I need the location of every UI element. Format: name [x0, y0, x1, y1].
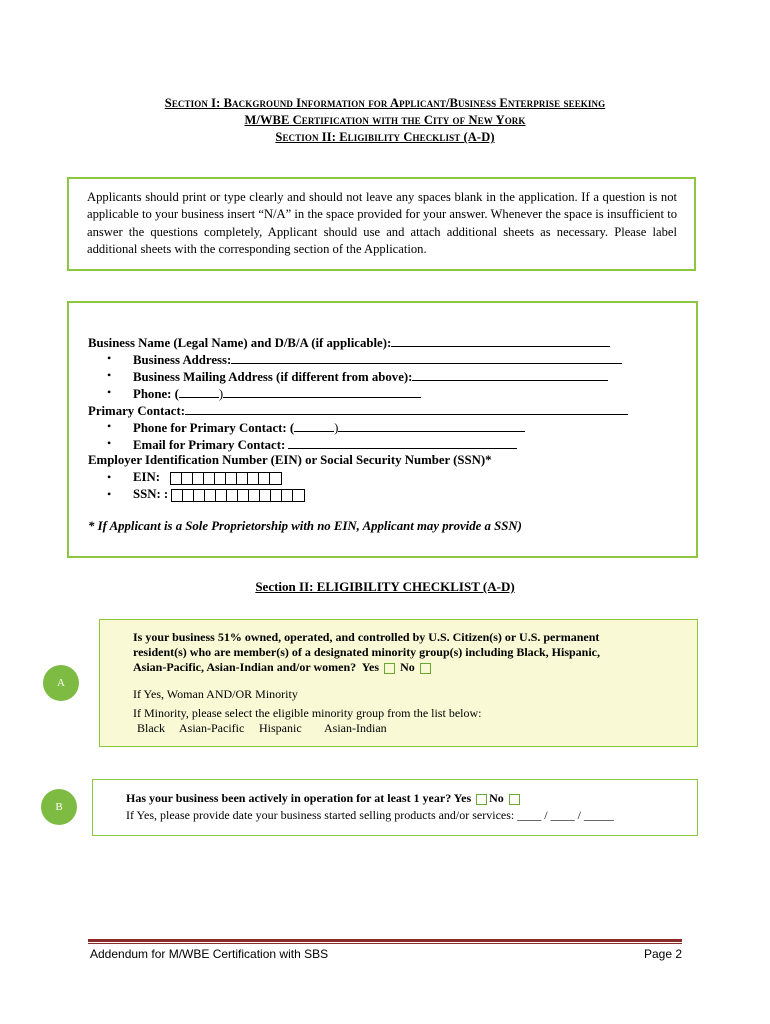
ssn-label: SSN: : [133, 487, 169, 501]
item-a-group-hispanic[interactable]: Hispanic [259, 721, 302, 735]
item-b-no-label: No [489, 791, 504, 805]
footer-divider-thin [88, 943, 682, 944]
primary-contact-label: Primary Contact: [88, 404, 186, 418]
item-a-group-asian-indian[interactable]: Asian-Indian [324, 721, 387, 735]
mailing-address-field[interactable] [412, 368, 608, 381]
business-name-row[interactable] [88, 334, 610, 351]
business-name-field[interactable] [391, 334, 610, 347]
item-a-yes-checkbox[interactable] [384, 663, 395, 674]
phone-label: Phone: ( [133, 387, 179, 401]
contact-phone-label: Phone for Primary Contact: ( [133, 421, 295, 435]
item-b-no-checkbox[interactable] [509, 794, 520, 805]
contact-email-label: Email for Primary Contact: [133, 438, 286, 452]
contact-phone-number-field[interactable] [338, 419, 525, 432]
ein-label: EIN: [133, 470, 161, 484]
item-a-yes-label: Yes [361, 660, 380, 674]
contact-phone-row[interactable]: Phone for Primary Contact: ( ) [133, 419, 525, 436]
instructions-box [67, 177, 696, 271]
item-a-question-text: Asian-Pacific, Asian-Indian and/or women? [133, 660, 357, 674]
footer-title: Addendum for M/WBE Certification with SBS [90, 947, 329, 961]
ein-ssn-heading: Employer Identification Number (EIN) or Social Security Number (SSN)* [88, 453, 492, 467]
phone-row[interactable]: Phone: ( ) [133, 385, 421, 402]
item-a-question-line1: Is your business 51% owned, operated, and controlled by U.S. Citizen(s) or U.S. permanent [133, 630, 600, 644]
background-info-box [67, 301, 698, 558]
phone-area-code-field[interactable] [179, 385, 219, 398]
item-a-question-line2: resident(s) who are member(s) of a designated minority group(s) including Black, Hispanic, [133, 645, 601, 659]
primary-contact-row[interactable] [88, 402, 628, 419]
eligibility-checklist-heading: Section II: ELIGIBILITY CHECKLIST (A-D) [255, 579, 515, 594]
mailing-address-label: Business Mailing Address (if different from above): [133, 370, 413, 384]
contact-email-field[interactable] [288, 436, 517, 449]
item-a-no-label: No [400, 660, 415, 674]
bullet-icon: • [107, 351, 112, 365]
bullet-icon: • [107, 419, 112, 433]
footer-divider [88, 939, 682, 942]
contact-email-row[interactable] [133, 436, 517, 453]
item-a-badge: A [43, 665, 79, 701]
item-a-group-asian-pacific[interactable]: Asian-Pacific [179, 721, 245, 735]
ein-digit-boxes[interactable] [170, 472, 282, 485]
item-b-yes-checkbox[interactable] [476, 794, 487, 805]
item-b-yes-label: Yes [453, 791, 472, 805]
primary-contact-field[interactable] [185, 402, 628, 415]
business-address-label: Business Address: [133, 353, 232, 367]
bullet-icon: • [107, 487, 112, 501]
section-i-title: Section I: Background Information for Applicant/Business Enterprise seeking [164, 96, 606, 110]
bullet-icon: • [107, 436, 112, 450]
ssn-footnote: * If Applicant is a Sole Proprietorship with no EIN, Applicant may provide a SSN) [88, 519, 522, 533]
bullet-icon: • [107, 385, 112, 399]
ssn-row[interactable] [133, 487, 305, 502]
section-i-subtitle: M/WBE Certification with the City of New York [244, 113, 526, 127]
section-ii-heading: Section II: Eligibility Checklist (A-D) [275, 130, 495, 144]
item-b-badge: B [41, 789, 77, 825]
item-a-woman-minority: If Yes, Woman AND/OR Minority [133, 687, 298, 701]
item-b-box [92, 779, 698, 836]
item-b-date-instruction[interactable]: If Yes, please provide date your business started selling products and/or services: ____ / ____ / _____ [126, 808, 614, 822]
business-address-row[interactable] [133, 351, 622, 368]
ein-row[interactable] [133, 470, 282, 485]
item-a-question-line3 [133, 660, 433, 675]
mailing-address-row[interactable] [133, 368, 608, 385]
bullet-icon: • [107, 368, 112, 382]
bullet-icon: • [107, 470, 112, 484]
item-b-question-text: Has your business been actively in operation for at least 1 year? [126, 791, 452, 805]
business-address-field[interactable] [231, 351, 622, 364]
item-a-no-checkbox[interactable] [420, 663, 431, 674]
item-a-box [99, 619, 698, 747]
item-b-question-line [126, 791, 522, 806]
page-number: Page 2 [644, 947, 683, 961]
contact-phone-area-field[interactable] [294, 419, 334, 432]
item-a-minority-instruction: If Minority, please select the eligible minority group from the list below: [133, 706, 482, 720]
ssn-digit-boxes[interactable] [171, 489, 305, 502]
item-a-group-black[interactable]: Black [137, 721, 165, 735]
instructions-text: Applicants should print or type clearly and should not leave any spaces blank in the application. If a question is not applicable to your business insert “N/A” in the space provided for your answer. Whenever the space is insufficient to answer the questions completely, Applicant should use and attach additional sheets as necessary. Please label additional sheets with the corresponding section of the Application. [87, 190, 677, 256]
phone-number-field[interactable] [223, 385, 421, 398]
business-name-label: Business Name (Legal Name) and D/B/A (if applicable): [88, 336, 392, 350]
